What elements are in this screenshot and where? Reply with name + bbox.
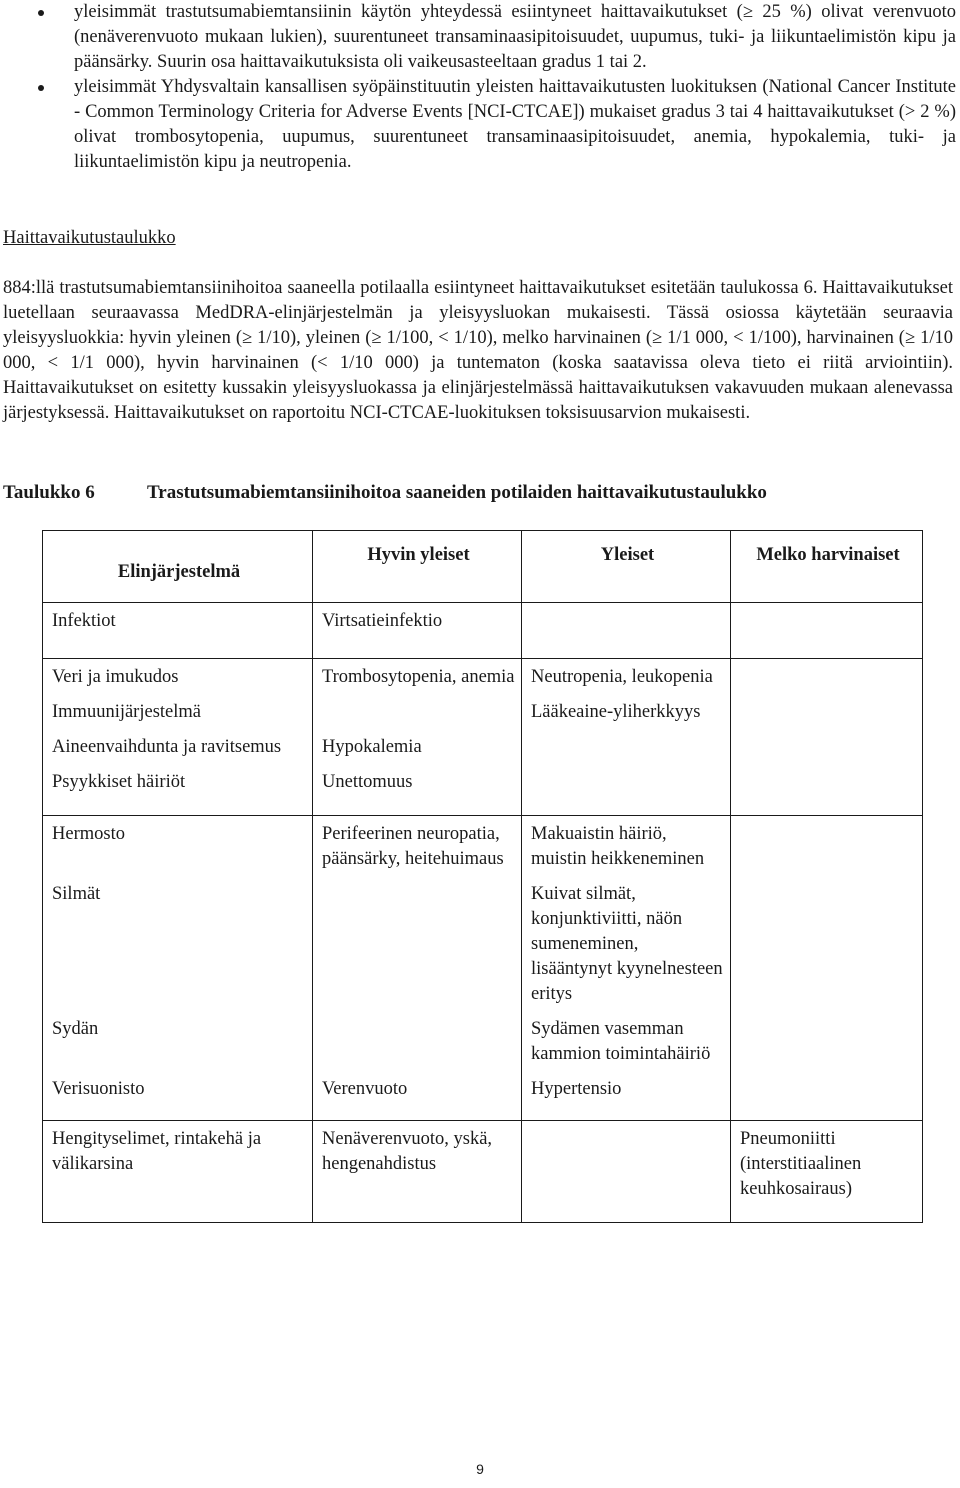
cell-entry [740,882,916,1017]
cell-entry: Infektiot [52,611,116,631]
cell-entry [531,770,724,805]
uncommon-cell [731,1121,923,1223]
cell-entry: Hermosto [52,824,125,844]
cell-entry [740,770,916,805]
table-row [43,1121,923,1223]
cell-entry [740,735,916,770]
very-common-cell [313,1121,522,1223]
bullet-text: yleisimmät trastutsumabiemtansiinin käytön yhteydessä esiintyneet haittavaikutukset (≥ 25 %) olivat verenvuoto (nenäverenvuoto mukaan lukien), suurentuneet transaminaasipitoisuudet, uupumus, tuki- ja liikuntaelimistön kipu ja päänsärky. Suurin osa haittavaikutuksista oli vaikeusasteeltaan gradus 1 tai 2. [74,2,956,72]
adverse-effects-table [42,530,923,1223]
table-header-row [43,531,923,603]
table-row [43,603,923,659]
page-number: 9 [476,1461,484,1477]
table-number: Taulukko 6 [3,482,95,503]
cell-entry [740,822,916,882]
bullet-marker-icon [38,85,44,91]
cell-entry: Verenvuoto [322,1079,408,1099]
cell-entry: Psyykkiset häiriöt [52,772,186,792]
table-title: Trastutsumabiemtansiinihoitoa saaneiden potilaiden haittavaikutustaulukko [147,482,767,503]
common-cell [522,1121,731,1223]
very-common-cell [313,816,522,1121]
cell-entry: Makuaistin häiriö, muistin heikkeneminen [531,824,705,869]
table-body [43,603,923,1223]
header-uncommon: Melko harvinaiset [731,531,923,603]
cell-entry: Sydämen vasemman kammion toimintahäiriö [531,1019,711,1064]
uncommon-cell [731,816,923,1121]
common-cell [522,603,731,659]
cell-entry [531,609,724,644]
table-row [43,659,923,816]
intro-paragraph: 884:llä trastutsumabiemtansiinihoitoa saaneella potilaalla esiintyneet haittavaikutukset esitetään taulukossa 6. Haittavaikutukset luetellaan seuraavassa MedDRA-elinjärjestelmän ja yleisyysluokan mukaisesti. Tässä osiossa käytetään seuraavia yleisyysluokkia: hyvin yleinen (≥ 1/10), yleinen (≥ 1/100, < 1/10), melko harvinainen (≥ 1/1 000, < 1/100), harvinainen (≥ 1/10 000, < 1/1 000), hyvin harvinainen (< 1/10 000) ja tuntematon (koska saatavissa oleva tieto ei riitä arviointiin). Haittavaikutukset on esitetty kussakin yleisyysluokassa ja elinjärjestelmässä haittavaikutuksen vakavuuden mukaan alenevassa järjestyksessä. Haittavaikutukset on raportoitu NCI-CTCAE-luokituksen toksisuusarvion mukaisesti. [3,278,953,423]
bullet-item [0,75,956,175]
cell-entry [740,665,916,700]
cell-entry: Perifeerinen neuropatia, päänsärky, heitehuimaus [322,824,504,869]
organ-system-cell [43,816,313,1121]
cell-entry: Immuunijärjestelmä [52,702,201,722]
header-very-common: Hyvin yleiset [313,531,522,603]
cell-entry: Silmät [52,884,101,904]
cell-entry: Unettomuus [322,772,413,792]
cell-entry: Veri ja imukudos [52,667,179,687]
header-organ-system: Elinjärjestelmä [43,531,313,603]
table-row [43,816,923,1121]
organ-system-cell [43,1121,313,1223]
header-common: Yleiset [522,531,731,603]
cell-entry [531,735,724,770]
bullet-marker-icon [38,10,44,16]
cell-entry: Hypertensio [531,1079,622,1099]
cell-entry: Nenäverenvuoto, yskä, hengenahdistus [322,1129,493,1174]
cell-entry: Trombosytopenia, anemia [322,667,515,687]
very-common-cell [313,659,522,816]
cell-entry: Hengityselimet, rintakehä ja välikarsina [52,1129,262,1174]
cell-entry [740,1017,916,1077]
bullet-text: yleisimmät Yhdysvaltain kansallisen syöpäinstituutin yleisten haittavaikutusten luokituksen (National Cancer Institute - Common Terminology Criteria for Adverse Events [NCI-CTCAE]) mukaiset gradus 3 tai 4 haittavaikutukset (> 2 %) olivat trombosytopenia, uupumus, suurentuneet transaminaasipitoisuudet, anemia, hypokalemia, tuki- ja liikuntaelimistön kipu ja neutropenia. [74,77,956,172]
common-cell [522,816,731,1121]
cell-entry [322,1017,515,1077]
cell-entry: Neutropenia, leukopenia [531,667,713,687]
organ-system-cell [43,603,313,659]
very-common-cell [313,603,522,659]
cell-entry: Lääkeaine-yliherkkyys [531,702,701,722]
uncommon-cell [731,603,923,659]
section-heading: Haittavaikutustaulukko [3,228,176,248]
cell-entry: Sydän [52,1019,99,1039]
cell-entry: Verisuonisto [52,1079,145,1099]
cell-entry [322,882,515,1017]
cell-entry [740,1077,916,1112]
organ-system-cell [43,659,313,816]
cell-entry: Aineenvaihdunta ja ravitsemus [52,737,282,757]
bullet-item [0,0,956,75]
cell-entry: Pneumoniitti (interstitiaalinen keuhkosairaus) [740,1129,862,1199]
summary-bullet-list [0,0,956,175]
cell-entry [531,1127,724,1212]
uncommon-cell [731,659,923,816]
cell-entry: Virtsatieinfektio [322,611,443,631]
cell-entry [322,700,515,735]
cell-entry [740,700,916,735]
common-cell [522,659,731,816]
cell-entry: Kuivat silmät, konjunktiviitti, näön sumeneminen, lisääntynyt kyynelnesteen eritys [531,884,723,1004]
cell-entry: Hypokalemia [322,737,422,757]
cell-entry [740,609,916,644]
